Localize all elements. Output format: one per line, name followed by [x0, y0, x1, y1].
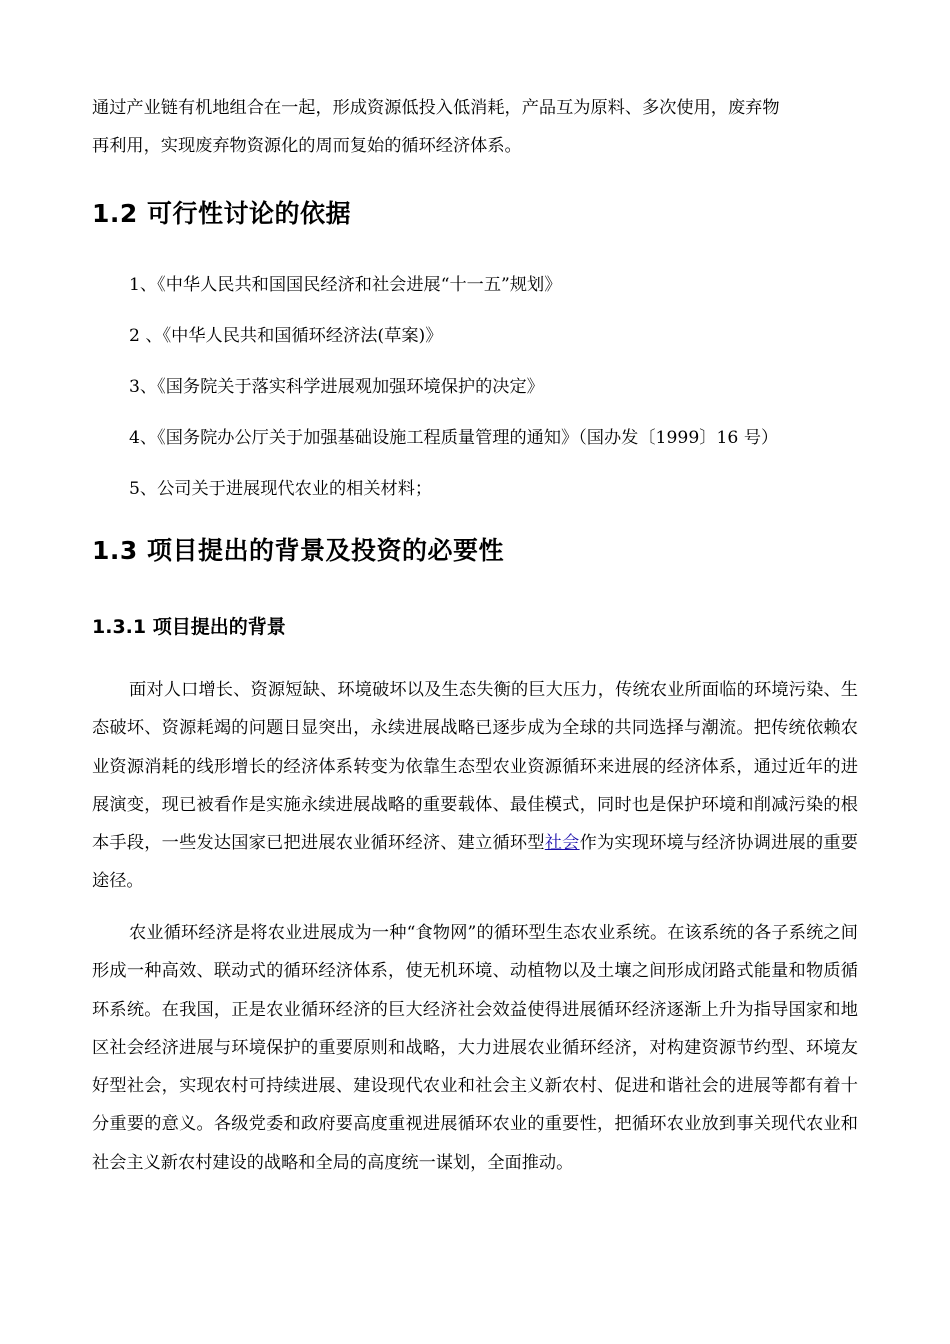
section-heading-1-3: 1.3 项目提出的背景及投资的必要性	[92, 536, 504, 565]
basis-item-5: 5、公司关于进展现代农业的相关材料；	[129, 479, 433, 499]
intro-line-2: 再利用，实现废弃物资源化的周而复始的循环经济体系。	[92, 136, 522, 157]
background-paragraph-1	[92, 671, 858, 901]
basis-item-1: 1、《中华人民共和国国民经济和社会进展“十一五”规划》	[129, 275, 562, 295]
paragraph-1-text: 面对人口增长、资源短缺、环境破坏以及生态失衡的巨大压力，传统农业所面临的环境污染、生态破坏、资源耗竭的问题日显突出，永续进展战略已逐步成为全球的共同选择与潮流。把传统依赖农业资源消耗的线形增长的经济体系转变为依靠生态型农业资源循环来进展的经济体系，通过近年的进展演变，现已被看作是实施永续进展战略的重要载体、最佳模式，同时也是保护环境和削减污染的根本手段，一些发达国家已把进展农业循环经济、建立循环型	[92, 680, 858, 854]
society-link[interactable]: 社会	[544, 833, 580, 854]
intro-paragraph	[92, 89, 858, 166]
basis-item-4: 4、《国务院办公厅关于加强基础设施工程质量管理的通知》（国办发〔1999〕16 号）	[129, 428, 779, 448]
intro-line-1: 通过产业链有机地组合在一起，形成资源低投入低消耗，产品互为原料、多次使用，废弃物	[92, 98, 780, 118]
background-paragraph-2: 农业循环经济是将农业进展成为一种“食物网”的循环型生态农业系统。在该系统的各子系统之间形成一种高效、联动式的循环经济体系，使无机环境、动植物以及土壤之间形成闭路式能量和物质循环系统。在我国，正是农业循环经济的巨大经济社会效益使得进展循环经济逐渐上升为指导国家和地区社会经济进展与环境保护的重要原则和战略，大力进展农业循环经济，对构建资源节约型、环境友好型社会，实现农村可持续进展、建设现代农业和社会主义新农村、促进和谐社会的进展等都有着十分重要的意义。各级党委和政府要高度重视进展循环农业的重要性，把循环农业放到事关现代农业和社会主义新农村建设的战略和全局的高度统一谋划，全面推动。	[92, 923, 858, 1173]
section-heading-1-2: 1.2 可行性讨论的依据	[92, 199, 351, 228]
subsection-heading-1-3-1: 1.3.1 项目提出的背景	[92, 616, 286, 638]
paragraph-1-text-end: 作为实现环境与经济协调进展的重要途径。	[92, 833, 858, 892]
basis-item-3: 3、《国务院关于落实科学进展观加强环境保护的决定》	[129, 377, 544, 397]
basis-item-2: 2 、《中华人民共和国循环经济法(草案)》	[129, 326, 443, 346]
